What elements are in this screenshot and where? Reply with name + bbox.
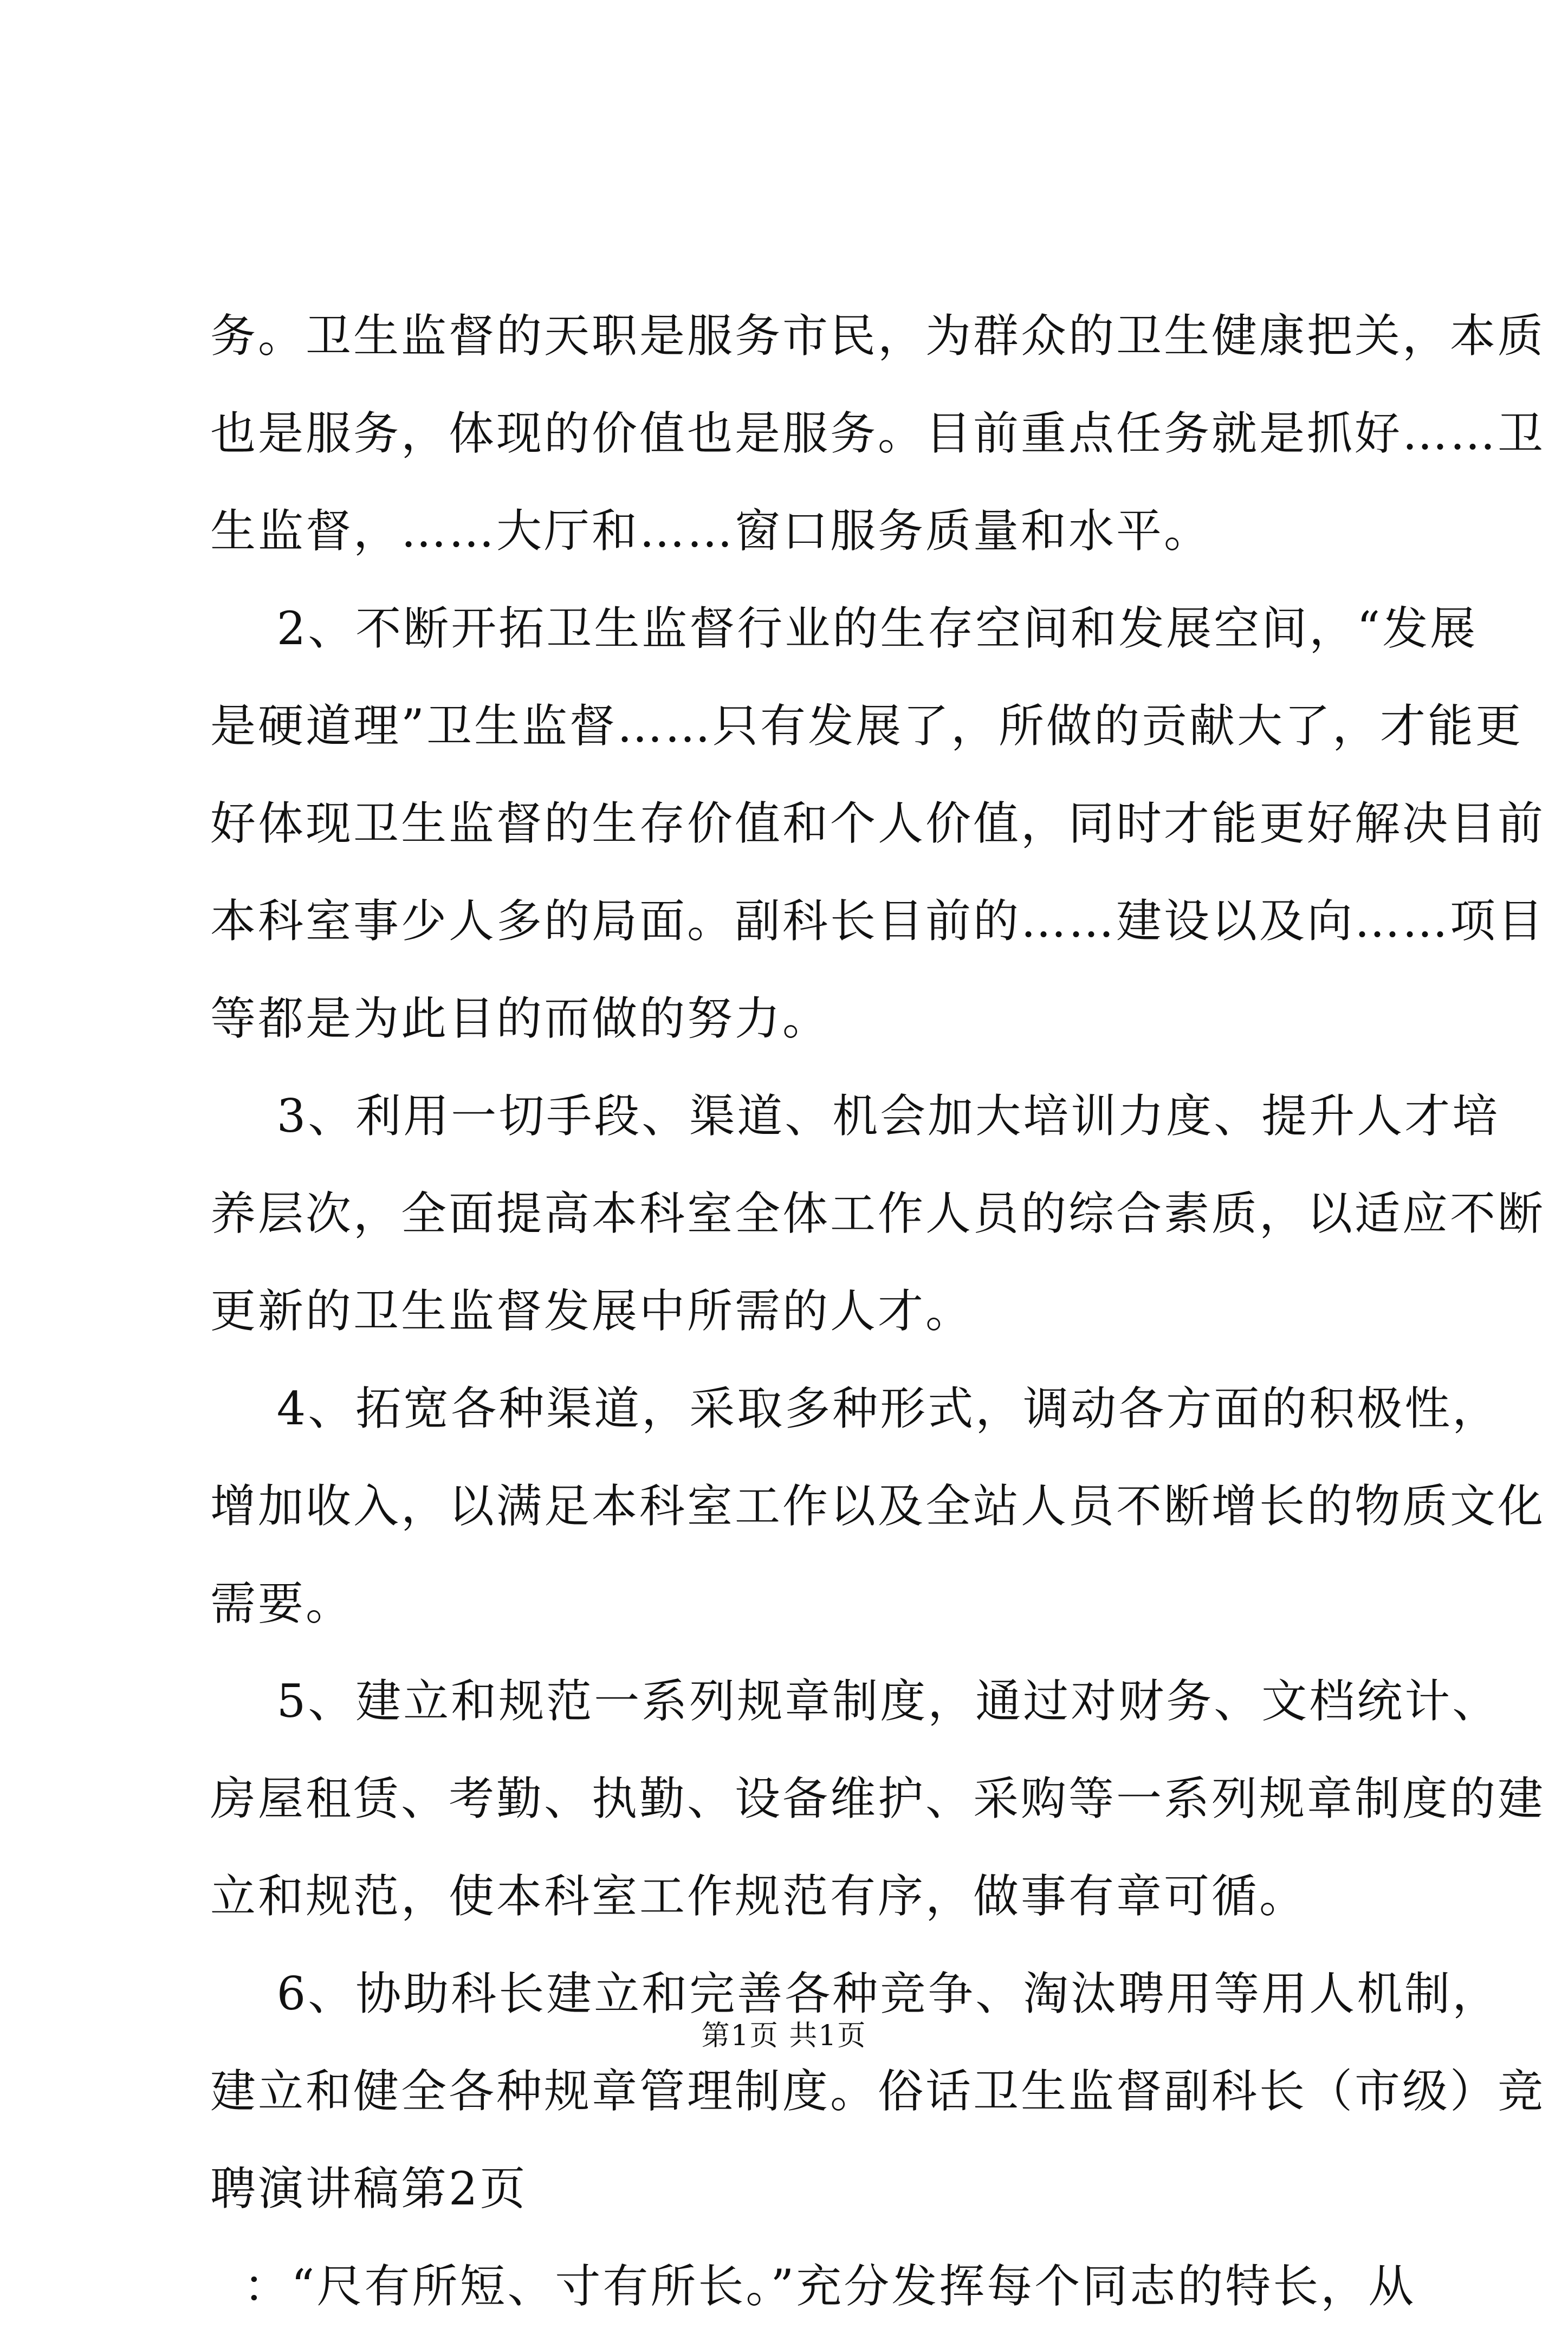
text-line: 6、协助科长建立和完善各种竞争、淘汰聘用等用人机制，	[210, 1967, 1500, 2020]
text-line: 是硬道理”卫生监督……只有发展了，所做的贡献大了，才能更	[210, 699, 1523, 753]
text-line: 立和规范，使本科室工作规范有序，做事有章可循。	[210, 1870, 1307, 1923]
text-line: 本科室事少人多的局面。副科长目前的……建设以及向……项目	[210, 894, 1546, 948]
text-line: 好体现卫生监督的生存价值和个人价值，同时才能更好解决目前	[210, 797, 1546, 850]
text-line: 4、拓宽各种渠道，采取多种形式，调动各方面的积极性，	[210, 1382, 1500, 1435]
text-line: 2、不断开拓卫生监督行业的生存空间和发展空间，“发展	[210, 602, 1478, 655]
text-line: 也是服务，体现的价值也是服务。目前重点任务就是抓好……卫	[210, 407, 1546, 460]
text-line: 5、建立和规范一系列规章制度，通过对财务、文档统计、	[210, 1675, 1500, 1728]
text-line: 聘演讲稿第2页	[210, 2162, 528, 2215]
text-line: 更新的卫生监督发展中所需的人才。	[210, 1285, 974, 1338]
text-line: ：“尺有所短、寸有所长。”充分发挥每个同志的特长，从	[210, 2260, 1416, 2313]
text-line: 3、利用一切手段、渠道、机会加大培训力度、提升人才培	[210, 1089, 1500, 1143]
text-line: 养层次，全面提高本科室全体工作人员的综合素质，以适应不断	[210, 1187, 1546, 1240]
text-line: 生监督，……大厅和……窗口服务质量和水平。	[210, 504, 1212, 557]
text-line: 需要。	[210, 1577, 354, 1630]
text-line: 增加收入，以满足本科室工作以及全站人员不断增长的物质文化	[210, 1480, 1546, 1533]
text-line: 等都是为此目的而做的努力。	[210, 992, 831, 1045]
text-line: 务。卫生监督的天职是服务市民，为群众的卫生健康把关，本质	[210, 309, 1546, 362]
text-line: 房屋租赁、考勤、执勤、设备维护、采购等一系列规章制度的建	[210, 1772, 1546, 1825]
page-number-footer: 第1页 共1页	[701, 2020, 867, 2052]
text-line: 建立和健全各种规章管理制度。俗话卫生监督副科长（市级）竞	[210, 2065, 1546, 2118]
